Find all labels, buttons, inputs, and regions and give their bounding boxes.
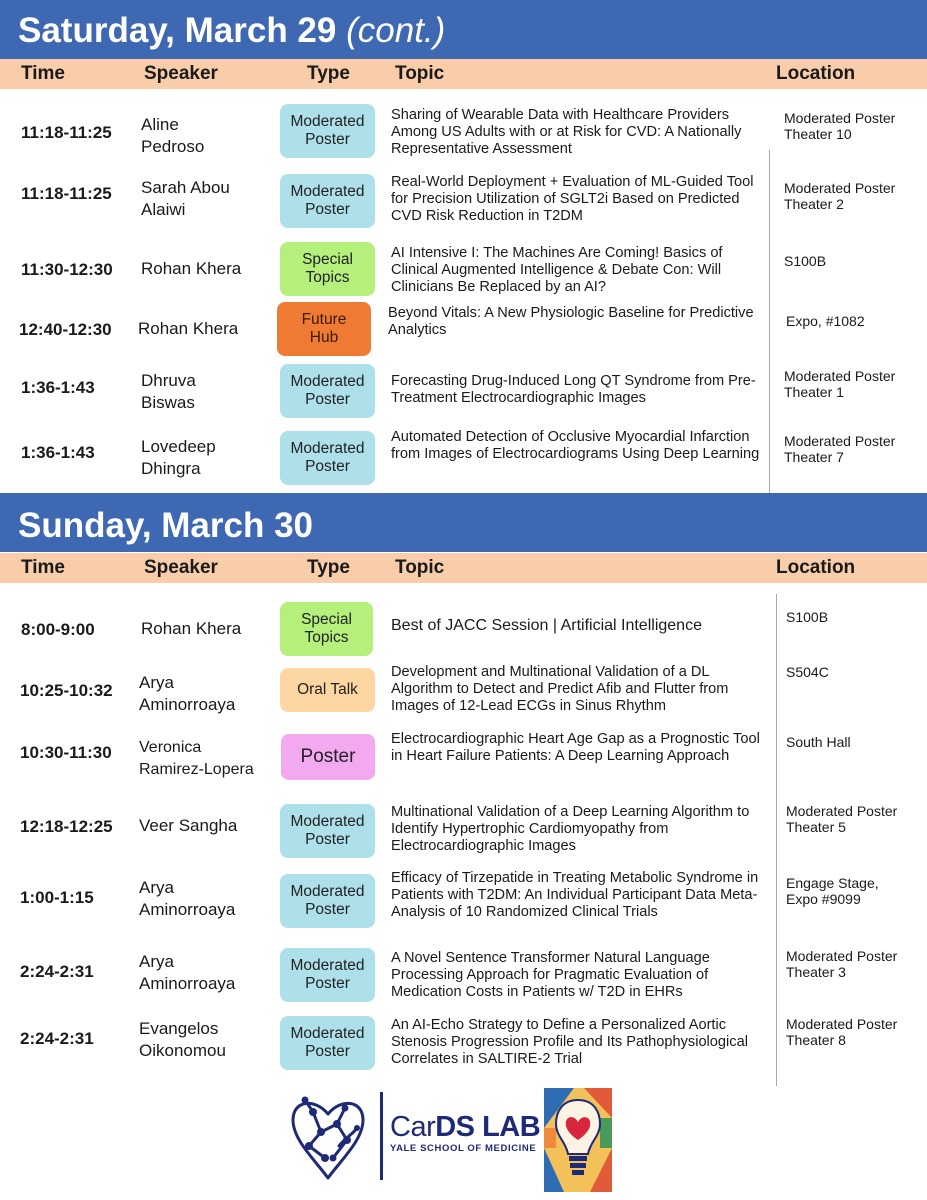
column-divider [769, 150, 770, 493]
column-header-row [0, 553, 927, 583]
row-time: 11:18-11:25 [21, 123, 112, 142]
row-location: Moderated Poster Theater 2 [784, 180, 896, 212]
row-speaker: Rohan Khera [141, 259, 242, 278]
row-topic: Forecasting Drug-Induced Long QT Syndrome from Pre-Treatment Electrocardiographic Images [391, 373, 756, 406]
type-badge-special-topics: Special Topics [280, 242, 375, 296]
row-location: Engage Stage, Expo #9099 [786, 875, 879, 907]
column-header-speaker: Speaker [144, 63, 218, 84]
row-time: 10:25-10:32 [20, 681, 113, 700]
row-speaker: Aline Pedroso [141, 115, 205, 156]
day-banner-saturday [0, 0, 927, 59]
row-speaker: Arya Aminorroaya [139, 878, 236, 919]
row-location: S100B [786, 609, 829, 625]
row-location: Moderated Poster Theater 10 [784, 110, 896, 142]
day-banner-sunday [0, 493, 927, 552]
type-badge-oral-talk: Oral Talk [280, 668, 375, 712]
column-header-speaker: Speaker [144, 557, 218, 578]
type-badge-moderated-poster: Moderated Poster [280, 364, 375, 418]
row-speaker: Rohan Khera [141, 619, 242, 638]
column-header-time: Time [21, 557, 66, 578]
row-time: 1:36-1:43 [21, 378, 95, 397]
lightbulb-heart-icon [544, 1088, 612, 1192]
row-speaker: Veronica Ramirez-Lopera [139, 739, 254, 778]
row-time: 2:24-2:31 [20, 962, 94, 981]
institution-name: YALE SCHOOL OF MEDICINE [390, 1143, 537, 1154]
row-location: Moderated Poster Theater 8 [786, 1016, 898, 1048]
row-topic: Multinational Validation of a Deep Learning Algorithm to Identify Hypertrophic Cardiomyopathy from Electrocardiographic Images [391, 804, 750, 854]
column-header-location: Location [776, 557, 856, 578]
day-subtitle: (cont.) [346, 11, 446, 50]
row-speaker: Arya Aminorroaya [139, 952, 236, 993]
column-header-topic: Topic [395, 557, 445, 578]
logo-divider [380, 1092, 383, 1180]
row-speaker: Rohan Khera [138, 319, 239, 338]
row-speaker: Dhruva Biswas [141, 371, 196, 412]
row-location: S100B [784, 253, 827, 269]
row-time: 12:18-12:25 [20, 817, 113, 836]
row-topic: Real-World Deployment + Evaluation of ML-Guided Tool for Precision Utilization of SGLT2i Based on Predicted CVD Risk Reduction in T2DM [391, 174, 754, 224]
type-badge-moderated-poster: Moderated Poster [280, 948, 375, 1002]
column-header-topic: Topic [395, 63, 445, 84]
row-topic: Electrocardiographic Heart Age Gap as a Prognostic Tool in Heart Failure Patients: A Deep Learning Approach [391, 731, 760, 764]
type-badge-future-hub: Future Hub [277, 302, 371, 356]
row-time: 1:36-1:43 [21, 443, 95, 462]
row-topic: Beyond Vitals: A New Physiologic Baseline for Predictive Analytics [388, 305, 754, 338]
row-location: Expo, #1082 [786, 313, 865, 329]
row-location: South Hall [786, 734, 851, 750]
row-location: Moderated Poster Theater 7 [784, 433, 896, 465]
row-location: Moderated Poster Theater 5 [786, 803, 898, 835]
column-header-type: Type [307, 557, 350, 578]
row-location: S504C [786, 664, 829, 680]
row-topic: Best of JACC Session | Artificial Intelligence [391, 617, 702, 634]
column-header-location: Location [776, 63, 856, 84]
column-header-time: Time [21, 63, 66, 84]
row-speaker: Veer Sangha [139, 816, 238, 835]
column-header-type: Type [307, 63, 350, 84]
row-time: 11:30-12:30 [21, 260, 113, 279]
day-title: Sunday, March 30 [18, 506, 314, 545]
row-topic: AI Intensive I: The Machines Are Coming! Basics of Clinical Augmented Intelligence & Debate Con: Will Clinicians Be Replaced by an AI? [391, 245, 723, 295]
type-badge-moderated-poster: Moderated Poster [280, 804, 375, 858]
row-time: 2:24-2:31 [20, 1029, 94, 1048]
row-location: Moderated Poster Theater 1 [784, 368, 896, 400]
row-topic: Efficacy of Tirzepatide in Treating Metabolic Syndrome in Patients with T2DM: An Individual Participant Data Meta-Analysis of 10 Randomized Clinical Trials [391, 870, 759, 920]
row-time: 12:40-12:30 [19, 320, 112, 339]
row-speaker: Arya Aminorroaya [139, 673, 236, 714]
row-topic: A Novel Sentence Transformer Natural Language Processing Approach for Pragmatic Evaluation of Medication Costs in Patients w/ T2D in EHRs [391, 950, 710, 1000]
type-badge-moderated-poster: Moderated Poster [280, 874, 375, 928]
row-location: Moderated Poster Theater 3 [786, 948, 898, 980]
type-badge-moderated-poster: Moderated Poster [280, 1016, 375, 1070]
type-badge-moderated-poster: Moderated Poster [280, 431, 375, 485]
row-time: 11:18-11:25 [21, 184, 112, 203]
row-speaker: Lovedeep Dhingra [141, 437, 216, 478]
type-badge-special-topics: Special Topics [280, 602, 373, 656]
type-badge-moderated-poster: Moderated Poster [280, 104, 375, 158]
row-topic: Development and Multinational Validation of a DL Algorithm to Detect and Predict Afib and Flutter from Images of 12-Lead ECGs in Sinus Rhythm [391, 664, 729, 714]
type-badge-poster: Poster [281, 734, 375, 780]
lab-name-bold: DS LAB [435, 1111, 541, 1143]
column-divider [776, 594, 777, 1086]
ai-heart-lightbulb-logo [544, 1088, 612, 1192]
cards-lab-wordmark [390, 1112, 540, 1154]
row-topic: Automated Detection of Occlusive Myocardial Infarction from Images of Electrocardiograms Using Deep Learning [391, 429, 760, 462]
row-time: 1:00-1:15 [20, 888, 94, 907]
row-topic: An AI-Echo Strategy to Define a Personalized Aortic Stenosis Progression Profile and Its Pathophysiological Correlates in SALTIRE-2 Trial [391, 1017, 748, 1067]
row-topic: Sharing of Wearable Data with Healthcare Providers Among US Adults with or at Risk for CVD: A Nationally Representative Assessment [391, 107, 742, 157]
row-speaker: Sarah Abou Alaiwi [141, 178, 230, 219]
lab-name-prefix: Car [390, 1111, 436, 1143]
heart-network-icon [285, 1088, 371, 1184]
row-time: 8:00-9:00 [21, 620, 95, 639]
row-speaker: Evangelos Oikonomou [139, 1019, 226, 1060]
row-time: 10:30-11:30 [20, 743, 112, 762]
day-title: Saturday, March 29 [18, 11, 337, 50]
column-header-row [0, 59, 927, 89]
cards-lab-heart-logo [285, 1088, 371, 1184]
type-badge-moderated-poster: Moderated Poster [280, 174, 375, 228]
